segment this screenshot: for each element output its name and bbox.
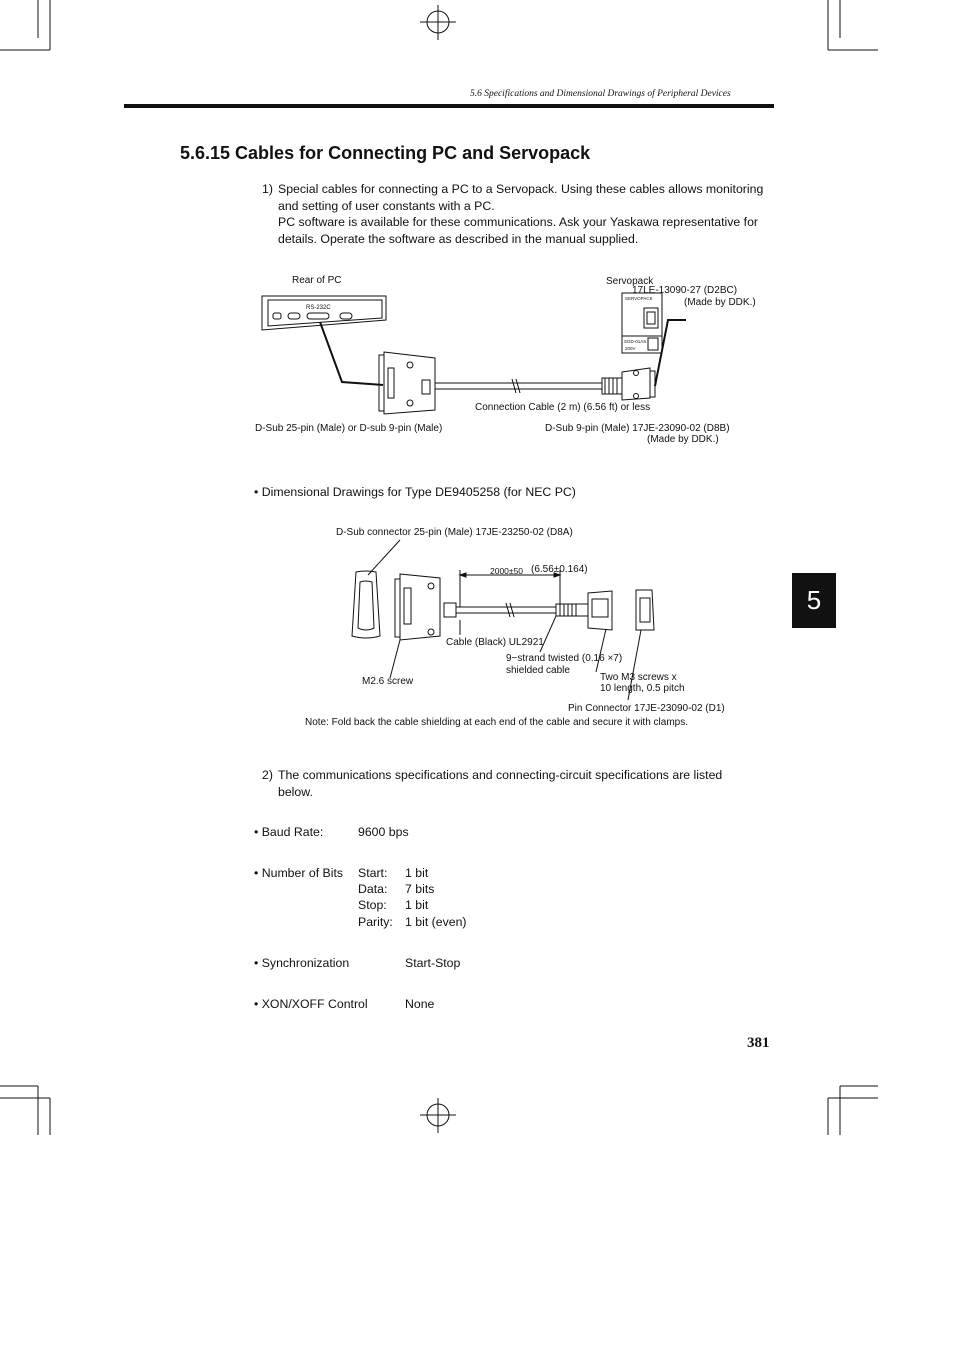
strand-label-1: 9−strand twisted (0.16 ×7) [506, 653, 623, 664]
rear-of-pc-label: Rear of PC [292, 275, 342, 286]
dsub9-made-by: (Made by DDK.) [647, 434, 719, 445]
length-mm-label: 2000±50 [490, 566, 524, 576]
item2-line1: The communications specifications and connecting-circuit specifications are listed [278, 768, 723, 782]
m3-screws-label-2: 10 length, 0.5 pitch [600, 683, 685, 694]
synchronization-value: Start-Stop [405, 956, 461, 970]
running-header: 5.6 Specifications and Dimensional Drawings of Peripheral Devices [470, 89, 731, 99]
dsub9-label: D-Sub 9-pin (Male) 17JE-23090-02 (D8B) [545, 423, 730, 434]
xon-xoff-label: • XON/XOFF Control [254, 997, 368, 1011]
item1-line1: Special cables for connecting a PC to a Servopack. Using these cables allows monitoring [278, 182, 764, 196]
baud-rate-value: 9600 bps [358, 825, 409, 839]
connection-cable-label: Connection Cable (2 m) (6.56 ft) or less [475, 402, 651, 413]
shielding-note: Note: Fold back the cable shielding at each end of the cable and secure it with clamps. [305, 717, 689, 728]
bits-start-key: Start: [358, 866, 388, 880]
bits-stop-key: Stop: [358, 898, 387, 912]
bits-data-key: Data: [358, 882, 388, 896]
servopack-made-by: (Made by DDK.) [684, 297, 756, 308]
item2-number: 2) [262, 768, 273, 782]
baud-rate-label: • Baud Rate: [254, 825, 324, 839]
m26-screw-label: M2.6 screw [362, 676, 414, 687]
servopack-connector-label: 17LE-13090-27 (D2BC) [632, 285, 738, 296]
strand-label-2: shielded cable [506, 665, 570, 676]
synchronization-label: • Synchronization [254, 956, 350, 970]
item1-line4: details. Operate the software as described in the manual supplied. [278, 231, 639, 246]
bits-parity-value: 1 bit (even) [405, 915, 467, 929]
number-of-bits-label: • Number of Bits [254, 866, 344, 880]
m3-screws-label-1: Two M3 screws x [600, 672, 677, 683]
dimensional-drawings-bullet: • Dimensional Drawings for Type DE9405258 (for NEC PC) [254, 485, 576, 499]
servopack-label: Servopack [606, 276, 654, 287]
xon-xoff-value: None [405, 997, 435, 1011]
servopack-voltage: 200V [625, 346, 636, 351]
bits-stop-value: 1 bit [405, 898, 429, 912]
page-number: 381 [747, 1035, 770, 1051]
servopack-model: SGD-01AS [624, 339, 647, 344]
item1-number: 1) [262, 182, 273, 196]
item1-line2: and setting of user constants with a PC. [278, 198, 495, 213]
bits-data-value: 7 bits [405, 882, 435, 896]
item2-line2: below. [278, 784, 313, 799]
bits-start-value: 1 bit [405, 866, 429, 880]
rs232c-label: RS-232C [306, 305, 331, 311]
section-title: 5.6.15 Cables for Connecting PC and Servopack [180, 143, 591, 163]
cable-black-label: Cable (Black) UL2921 [446, 637, 544, 648]
chapter-tab: 5 [792, 573, 836, 628]
dsub25-label: D-Sub 25-pin (Male) or D-sub 9-pin (Male) [255, 423, 443, 434]
dsub-connector-label: D-Sub connector 25-pin (Male) 17JE-23250-02 (D8A) [336, 527, 573, 538]
length-ft-label: (6.56±0.164) [531, 564, 588, 575]
item1-line3: PC software is available for these communications. Ask your Yaskawa representative for [278, 215, 759, 229]
servopack-brand: SERVOPACK [625, 296, 653, 301]
item2-text [278, 767, 778, 800]
pin-connector-label: Pin Connector 17JE-23090-02 (D1) [568, 703, 725, 714]
bits-parity-key: Parity: [358, 915, 393, 929]
